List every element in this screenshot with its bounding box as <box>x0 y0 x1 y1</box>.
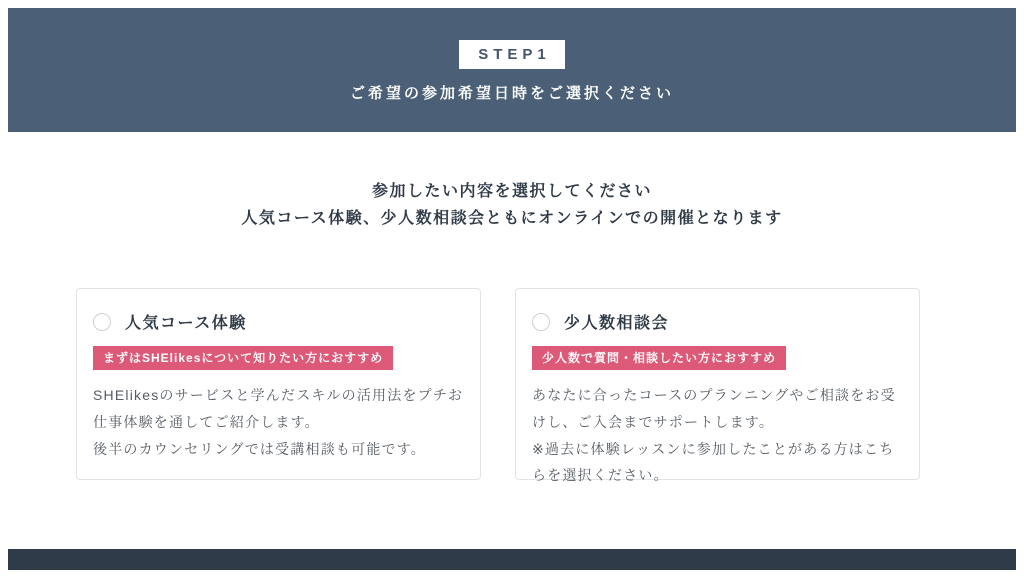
intro-line-2: 人気コース体験、少人数相談会ともにオンラインでの開催となります <box>241 210 783 228</box>
option-title: 人気コース体験 <box>125 315 247 333</box>
recommend-badge: まずはSHElikesについて知りたい方におすすめ <box>93 346 393 370</box>
radio-small-group-consultation[interactable] <box>532 313 550 331</box>
option-card-head <box>532 310 903 333</box>
option-description-line: 後半のカウンセリングでは受講相談も可能です。 <box>93 440 426 457</box>
step-header <box>8 8 1016 132</box>
option-card-small-group-consultation[interactable] <box>515 288 920 484</box>
option-description-line: SHElikesのサービスと学んだスキルの活用法をプチお仕事体験を通してご紹介します。 <box>93 387 464 430</box>
intro-text <box>0 178 1024 232</box>
radio-popular-course-trial[interactable] <box>93 313 111 331</box>
step-title: ご希望の参加希望日時をご選択ください <box>349 84 674 102</box>
recommend-badge: 少人数で質問・相談したい方におすすめ <box>532 346 786 370</box>
option-title: 少人数相談会 <box>564 315 670 333</box>
option-card-popular-course-trial[interactable] <box>76 288 481 480</box>
footer-bar <box>8 549 1016 570</box>
option-description-line: ※過去に体験レッスンに参加したことがある方はこちらを選択ください。 <box>532 440 895 484</box>
option-description-line: あなたに合ったコースのプランニングやご相談をお受けし、ご入会までサポートします。 <box>532 387 896 430</box>
option-card-head <box>93 310 464 333</box>
intro-line-1: 参加したい内容を選択してください <box>371 183 652 200</box>
option-cards <box>76 288 920 484</box>
step-number-badge: STEP1 <box>459 40 565 69</box>
